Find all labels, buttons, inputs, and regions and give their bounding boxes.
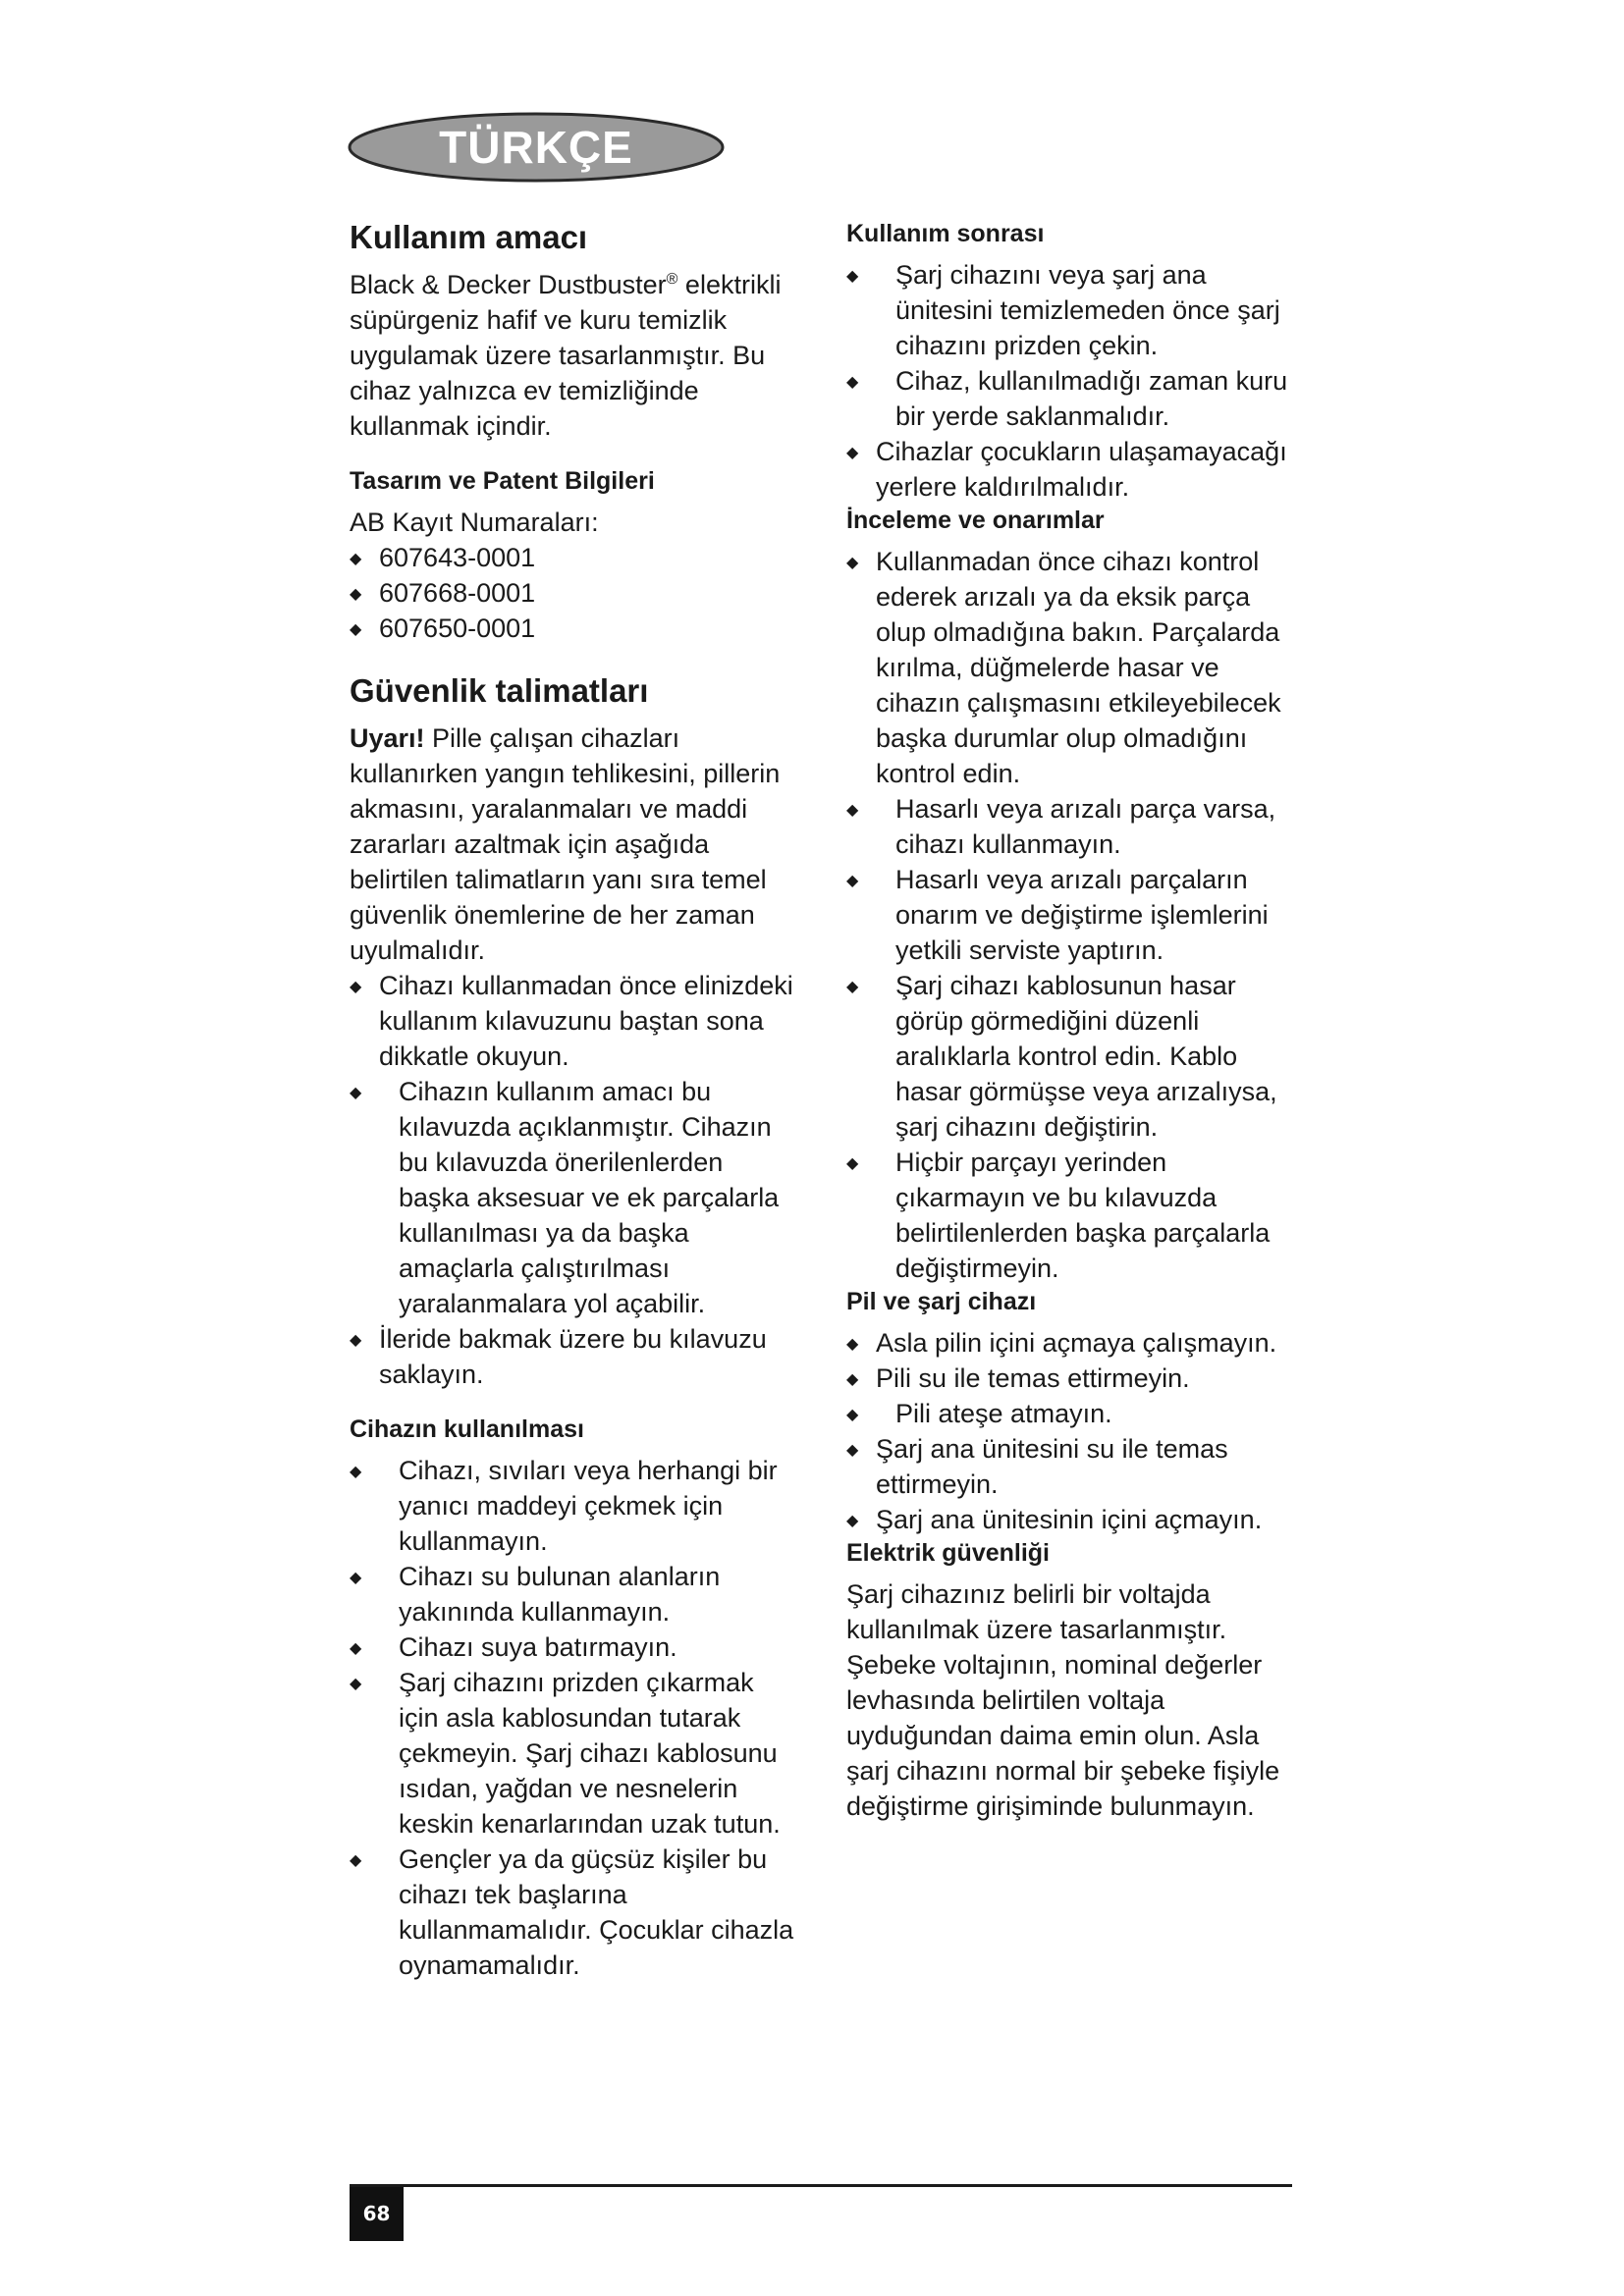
bullet-icon: ◆: [350, 1085, 362, 1101]
list-item: ◆ Pili su ile temas ettirmeyin.: [846, 1361, 1296, 1396]
warning-label: Uyarı!: [350, 723, 425, 753]
list-item: ◆ Şarj cihazını prizden çıkarmak için asla kablosundan tutarak çekmeyin. Şarj cihazı kablosunu ısıdan, yağdan ve nesnelerin keskin kenarlarından uzak tutun.: [350, 1665, 797, 1842]
using-list: [350, 1453, 797, 1983]
design-patent-title: Tasarım ve Patent Bilgileri: [350, 467, 655, 495]
bullet-icon: ◆: [846, 445, 859, 461]
design-patent-section: [350, 465, 797, 646]
bullet-icon: ◆: [350, 1640, 362, 1657]
electrical-section: [846, 1537, 1296, 1824]
safety-title: Güvenlik talimatları: [350, 672, 649, 709]
electrical-title: Elektrik güvenliği: [846, 1539, 1051, 1567]
list-item: ◆ Kullanmadan önce cihazı kontrol ederek arızalı ya da eksik parça olup olmadığına bakın. Parçalarda kırılma, düğmelerde hasar ve cihazın çalışmasını etkileyebilecek başka durumlar olup olmadığını kontrol edin.: [846, 544, 1296, 791]
warning-text: Pille çalışan cihazları kullanırken yangın tehlikesini, pillerin akmasını, yaralanmaları ve maddi zararları azaltmak için aşağıda belirtilen talimatların yanı sıra temel güvenlik önemlerine de her zaman uyulmalıdır.: [350, 723, 781, 965]
safety-list: [350, 968, 797, 1392]
registration-list: [350, 540, 797, 646]
list-item: ◆ 607643-0001: [350, 540, 797, 575]
list-item: ◆ Cihazı su bulunan alanların yakınında kullanmayın.: [350, 1559, 797, 1629]
list-item: ◆ Şarj ana ünitesini su ile temas ettirmeyin.: [846, 1431, 1296, 1502]
safety-section: [350, 671, 797, 1392]
bullet-icon: ◆: [846, 979, 859, 995]
after-use-title: Kullanım sonrası: [846, 220, 1045, 247]
bullet-icon: ◆: [350, 1676, 362, 1692]
bullet-icon: ◆: [846, 1371, 859, 1388]
bullet-icon: ◆: [846, 1336, 859, 1353]
bullet-icon: ◆: [846, 374, 859, 391]
list-item: ◆ Şarj cihazını veya şarj ana ünitesini temizlemeden önce şarj cihazını prizden çekin.: [846, 257, 1296, 363]
bullet-icon: ◆: [846, 1513, 859, 1529]
electrical-text: Şarj cihazınız belirli bir voltajda kullanılmak üzere tasarlanmıştır. Şebeke voltajının, nominal değerler levhasında belirtilen voltaja uyduğundan daima emin olun. Asla şarj cihazını normal bir şebeke fişiyle değiştirme girişiminde bulunmayın.: [846, 1579, 1280, 1821]
bullet-icon: ◆: [846, 873, 859, 889]
after-use-section: [846, 218, 1296, 505]
list-item: ◆ Cihazın kullanım amacı bu kılavuzda açıklanmıştır. Cihazın bu kılavuzda önerilenlerden başka aksesuar ve ek parçalarla kullanılması ya da başka amaçlarla çalıştırılması yaralanmalara yol açabilir.: [350, 1074, 797, 1321]
list-item: ◆ Cihazı suya batırmayın.: [350, 1629, 797, 1665]
list-item: ◆ Pili ateşe atmayın.: [846, 1396, 1296, 1431]
trademark-symbol: ®: [666, 271, 678, 288]
bullet-icon: ◆: [846, 1442, 859, 1459]
inspection-list: [846, 544, 1296, 1286]
safety-warning: [350, 721, 797, 968]
list-item: ◆ Asla pilin içini açmaya çalışmayın.: [846, 1325, 1296, 1361]
using-section: [350, 1414, 797, 1983]
list-item: ◆ Cihazı, sıvıları veya herhangi bir yanıcı maddeyi çekmek için kullanmayın.: [350, 1453, 797, 1559]
intended-use-section: [350, 218, 797, 444]
inspection-section: [846, 505, 1296, 1286]
language-label: TÜRKÇE: [439, 122, 633, 173]
intended-use-title: Kullanım amacı: [350, 219, 588, 255]
design-patent-intro: AB Kayıt Numaraları:: [350, 507, 599, 537]
list-item: ◆ Cihazlar çocukların ulaşamayacağı yerlere kaldırılmalıdır.: [846, 434, 1296, 505]
bullet-icon: ◆: [350, 1852, 362, 1869]
language-badge: [346, 110, 727, 185]
list-item: ◆ Hiçbir parçayı yerinden çıkarmayın ve bu kılavuzda belirtilenlerden başka parçalarla değiştirmeyin.: [846, 1145, 1296, 1286]
list-item: ◆ Şarj cihazı kablosunun hasar görüp görmediğini düzenli aralıklarla kontrol edin. Kablo hasar görmüşse veya arızalıysa, şarj cihazını değiştirin.: [846, 968, 1296, 1145]
list-item: ◆ İleride bakmak üzere bu kılavuzu saklayın.: [350, 1321, 797, 1392]
bullet-icon: ◆: [350, 1570, 362, 1586]
battery-title: Pil ve şarj cihazı: [846, 1288, 1037, 1315]
bullet-icon: ◆: [350, 621, 362, 638]
battery-section: [846, 1286, 1296, 1537]
bullet-icon: ◆: [846, 1407, 859, 1423]
list-item: ◆ Cihaz, kullanılmadığı zaman kuru bir yerde saklanmalıdır.: [846, 363, 1296, 434]
bullet-icon: ◆: [846, 268, 859, 285]
using-title: Cihazın kullanılması: [350, 1415, 584, 1443]
bullet-icon: ◆: [846, 1155, 859, 1172]
page-number: 68: [350, 2187, 404, 2241]
bullet-icon: ◆: [350, 979, 362, 995]
list-item: ◆ Şarj ana ünitesinin içini açmayın.: [846, 1502, 1296, 1537]
footer-rule: [350, 2184, 1292, 2187]
after-use-list: [846, 257, 1296, 505]
bullet-icon: ◆: [846, 802, 859, 819]
inspection-title: İnceleme ve onarımlar: [846, 507, 1105, 534]
left-column: [350, 218, 797, 1983]
list-item: ◆ 607650-0001: [350, 611, 797, 646]
bullet-icon: ◆: [846, 555, 859, 571]
bullet-icon: ◆: [350, 586, 362, 603]
list-item: ◆ Gençler ya da güçsüz kişiler bu cihazı tek başlarına kullanmamalıdır. Çocuklar cihazla oynamamalıdır.: [350, 1842, 797, 1983]
brand-name: Black & Decker Dustbuster: [350, 270, 667, 299]
list-item: ◆ Cihazı kullanmadan önce elinizdeki kullanım kılavuzunu baştan sona dikkatle okuyun.: [350, 968, 797, 1074]
bullet-icon: ◆: [350, 551, 362, 567]
intended-use-text: [350, 267, 797, 444]
bullet-icon: ◆: [350, 1332, 362, 1349]
battery-list: [846, 1325, 1296, 1537]
list-item: ◆ Hasarlı veya arızalı parçaların onarım ve değiştirme işlemlerini yetkili serviste yaptırın.: [846, 862, 1296, 968]
right-column: [846, 218, 1296, 1824]
bullet-icon: ◆: [350, 1464, 362, 1480]
list-item: ◆ 607668-0001: [350, 575, 797, 611]
list-item: ◆ Hasarlı veya arızalı parça varsa, cihazı kullanmayın.: [846, 791, 1296, 862]
intended-use-body: elektrikli süpürgeniz hafif ve kuru temizlik uygulamak üzere tasarlanmıştır. Bu cihaz yalnızca ev temizliğinde kullanmak içindir.: [350, 270, 782, 441]
